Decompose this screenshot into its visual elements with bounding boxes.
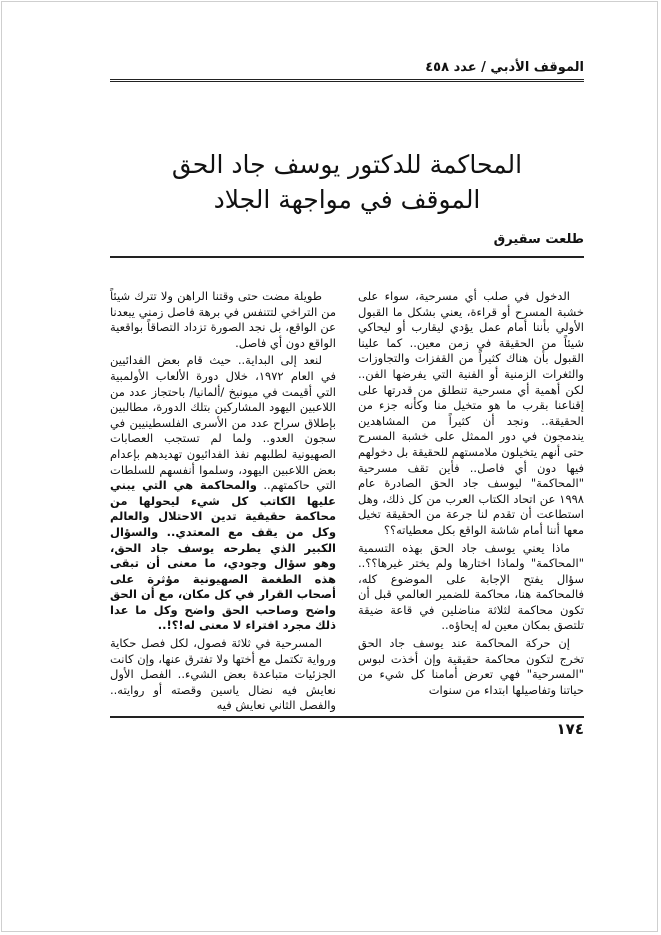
author-divider <box>110 256 584 258</box>
paragraph <box>110 289 336 351</box>
running-header-title: الموقف الأدبي / عدد ٤٥٨ <box>425 60 584 75</box>
paragraph: ماذا يعني يوسف جاد الحق بهذه التسمية "المحاكمة" ولماذا اختارها ولم يختر غيرها؟؟.. سؤال يفتح الإجابة على الموضوع كله، فالمحاكمة هنا، محاكمة للضمير العالمي قبل أن تكون محاكمة لثلاثة مناضلين في قاعة ضيقة تلتصق بمكان معين له إيحاؤه.. <box>358 540 584 633</box>
paragraph: إن حركة المحاكمة عند يوسف جاد الحق تخرج لتكون محاكمة حقيقية وإن أخذت لبوس "المسرحية" فهي تعرض أمامنا كل شيء من حياتنا وتفاصيلها ابتداء من سنوات <box>358 636 584 697</box>
text-column-right <box>358 289 584 701</box>
paragraph-text: لنعد إلى البداية.. حيث قام بعض الفدائيين في العام ١٩٧٢، خلال دورة الألعاب الأولمبية التي أقيمت في ميونيخ /ألمانيا/ باحتجاز عدد من اللاعبين اليهود المشاركين بتلك الدورة، مطالبين بإطلاق سراح عدد من الأسرى الفلسطينيين في سجون العدو.. ولما لم تستجب العصابات الصهيونية لطلبهم نفذ الفدائيون تهديدهم بإعدام بعض اللاعبين اليهود، وسلموا أنفسهم للسلطات التي حاكمتهم.. <box>110 353 337 493</box>
paragraph-bold-text: والمحاكمة هي التي يبني عليها الكاتب كل شيء ليحولها من محاكمة حقيقية تدين الاحتلال والعالم وكل من يقف مع المعتدي.. والسؤال الكبير الذي يطرحه يوسف جاد الحق، وهو سؤال وجودي، ما معنى أن تبقى هذه الطغمة الصهيونية مؤثرة على أصحاب القرار في كل مكان، مع أن الحق واضح وصاحب الحق واضح وكل ما عدا ذلك مجرد افتراء لا معنى له!؟!.. <box>110 478 336 633</box>
paragraph-text: طويلة مضت حتى وقتنا الراهن ولا تترك شيئاً من التراخي لتتنفس في برهة فاصل زمني يبعدنا عن الواقع، بل نجد الصورة تزداد التصاقاً بواقعية الواقع دون أي فاصل. <box>110 289 336 350</box>
text-column-left <box>110 289 337 713</box>
paragraph: الدخول في صلب أي مسرحية، سواء على خشبة المسرح أو قراءة، يعني بشكل ما القبول الأولي بأننا أمام عمل يؤدي ليقارب أو ليحاكي شيئاً من الحقيقة في زمن معين.. كما علينا القبول بأن هناك كثيراً من القفزات والتجاوزات والثغرات الزمنية أو الفنية التي يفرضها الفن.. لكن أهمية أي مسرحية تنطلق من قدرتها على إقناعنا بقرب ما هو متخيل منا وكأنه جزء من الحقيقة.. ونجد أن كثيراً من المشاهدين يندمجون في دور الممثل على خشبة المسرح حتى أنهم يتخيلون ملامستهم للحقيقة بل دخولهم فيها دون أي فاصل.. فأين تقف مسرحية "المحاكمة" ليوسف جاد الحق الصادرة عام ١٩٩٨ عن اتحاد الكتاب العرب من كل ذلك، وهل استطاعت أن تقدم لنا جرعة من الحقيقة تخيل معها أننا أمام شاشة الواقع بكل معطياته؟؟ <box>358 289 584 537</box>
paragraph-text: المسرحية في ثلاثة فصول، لكل فصل حكاية ورواية تكتمل مع أختها ولا تفترق عنها، وإن كانت الجزئيات متباعدة بعض الشيء.. الفصل الأول نعايش فيه نضال ياسين وقصته أو روايته.. والفصل الثاني نعايش فيه <box>110 636 336 713</box>
paragraph <box>110 636 336 714</box>
footer-divider <box>110 716 584 718</box>
author-name: طلعت سقيرق <box>493 232 584 247</box>
article-title-line-1: المحاكمة للدكتور يوسف جاد الحق <box>171 150 523 179</box>
article-title-line-2: الموقف في مواجهة الجلاد <box>213 185 481 214</box>
paragraph <box>110 353 336 634</box>
running-header <box>110 58 584 82</box>
article-title <box>110 148 584 218</box>
page-number: ١٧٤ <box>556 720 584 738</box>
